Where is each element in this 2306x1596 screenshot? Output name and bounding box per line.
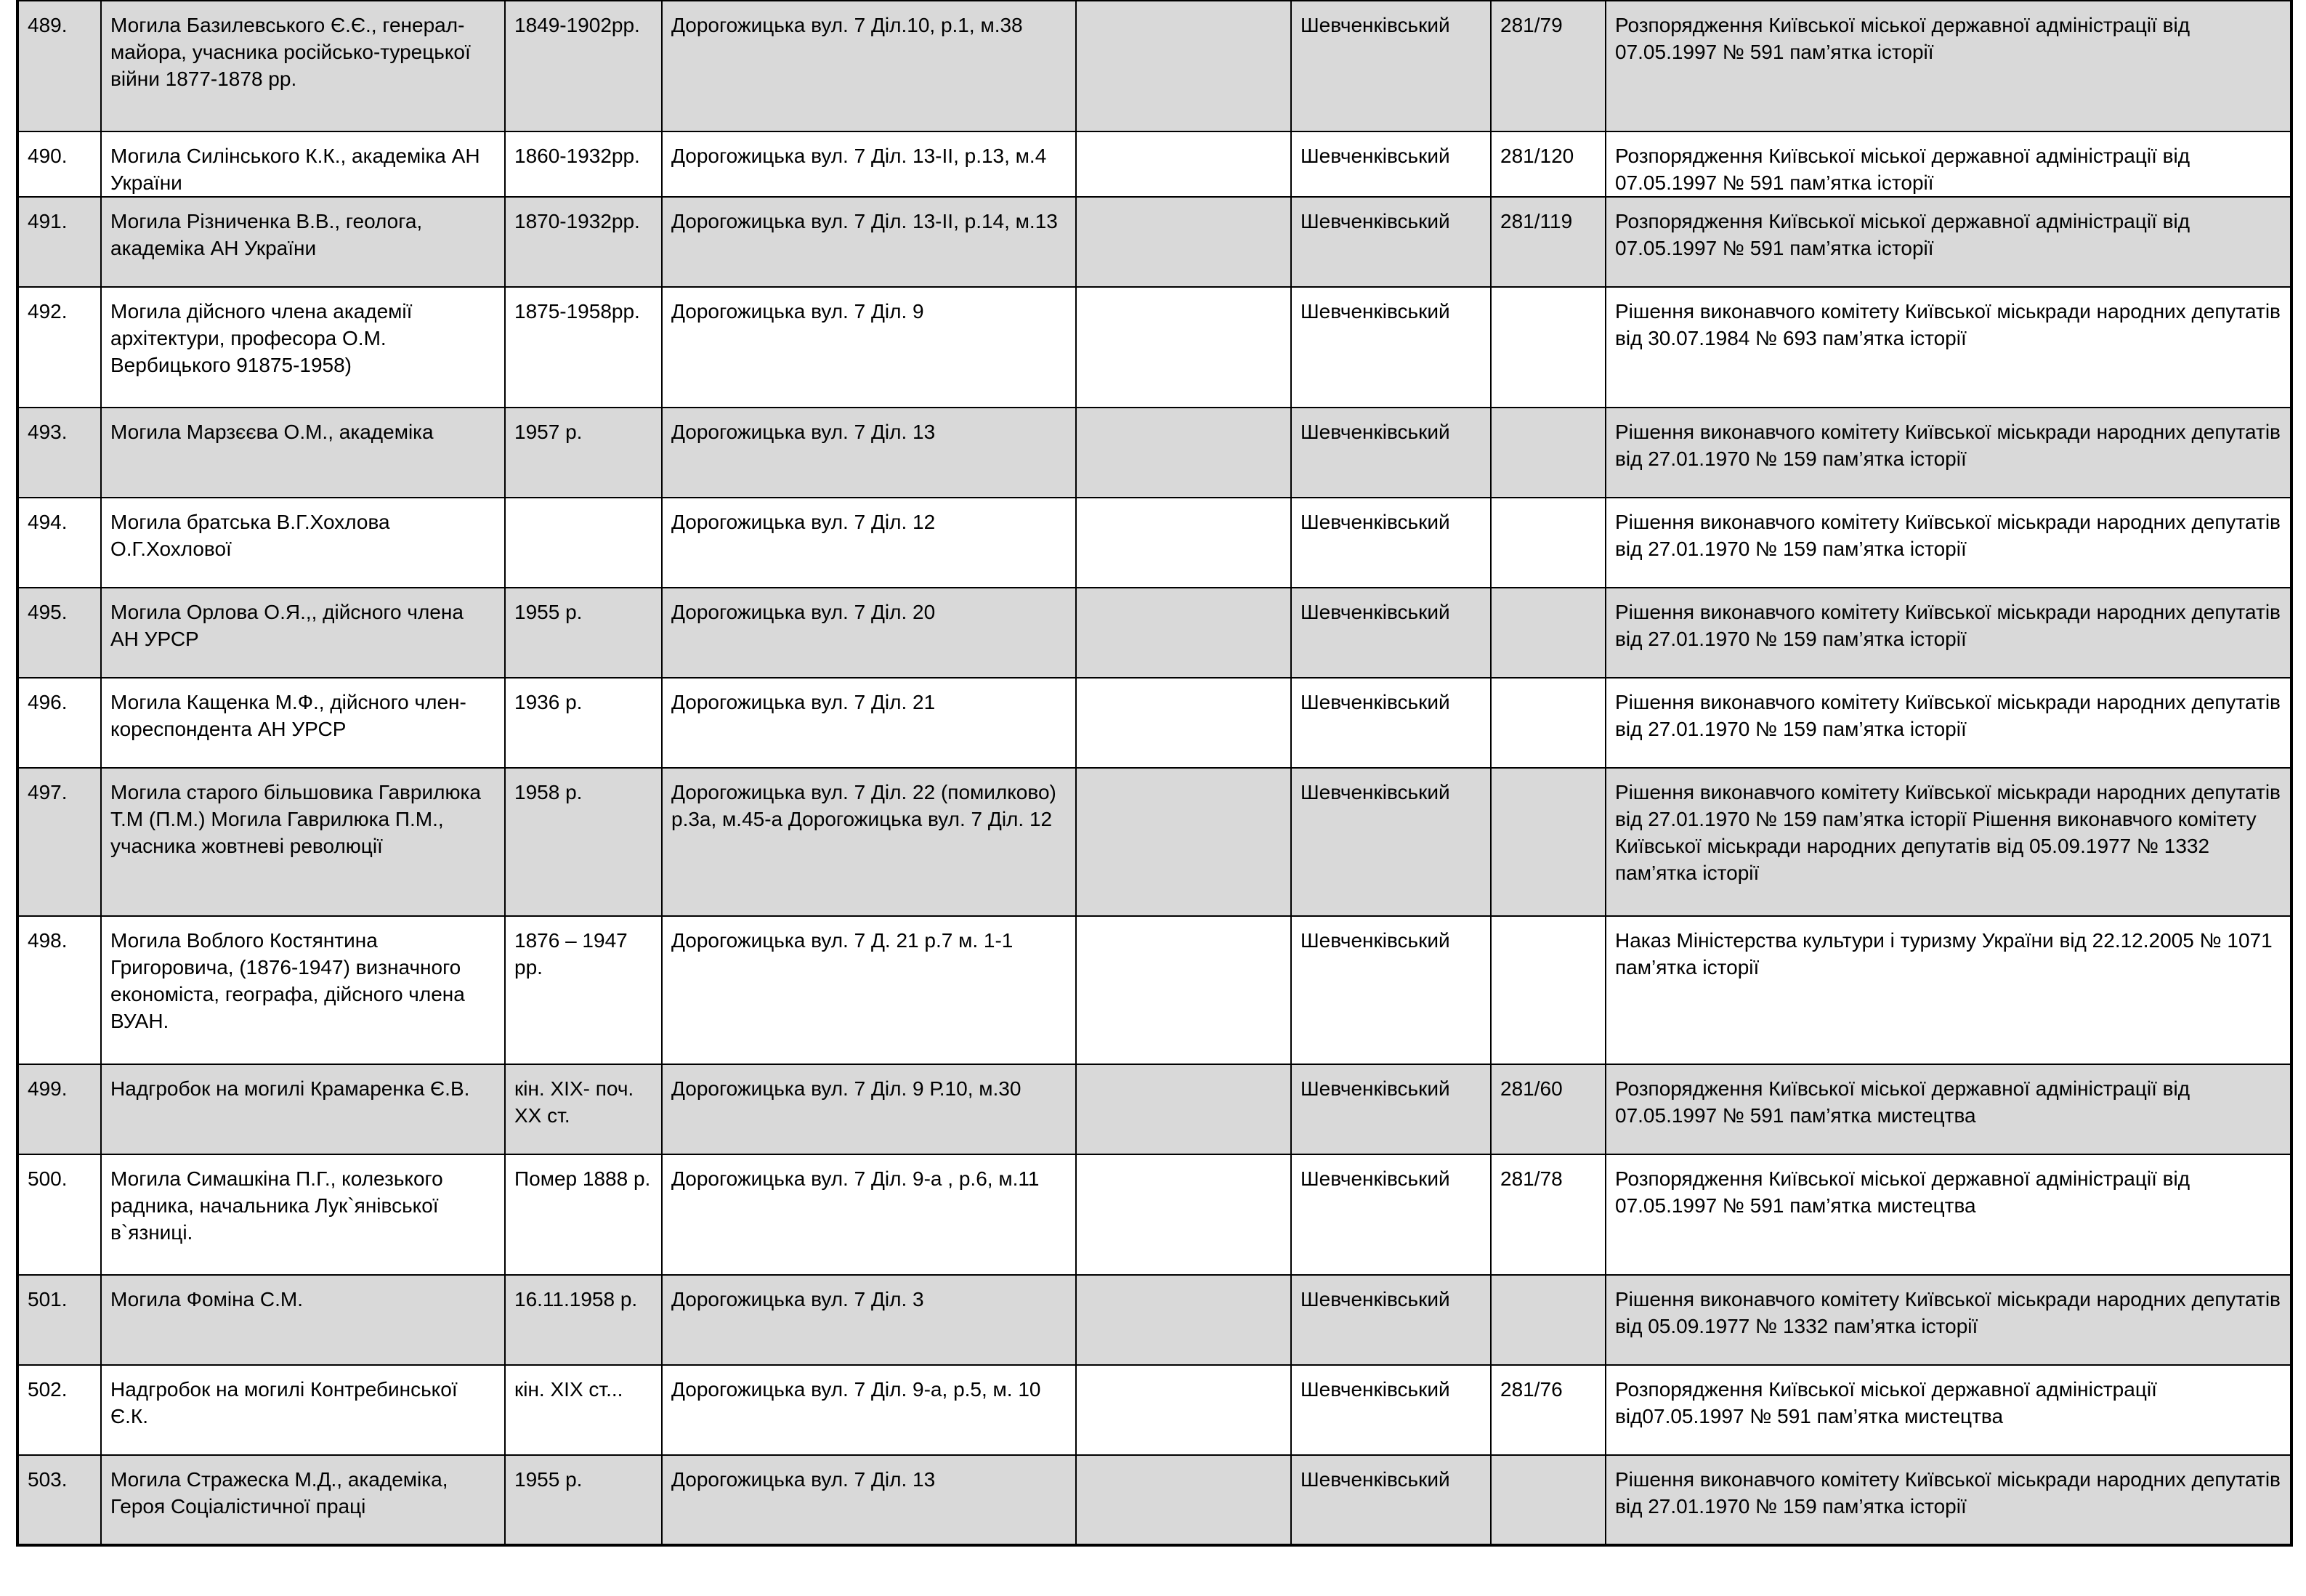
registry-code-cell: 281/119 — [1491, 197, 1606, 287]
monument-date-cell: 1875-1958рр. — [505, 287, 662, 408]
monument-date-cell: 1958 р. — [505, 768, 662, 916]
row-number-cell: 490. — [17, 131, 101, 197]
monument-date-cell — [505, 498, 662, 588]
table-row — [17, 1365, 2291, 1455]
registry-code-cell — [1491, 916, 1606, 1064]
table-row — [17, 1, 2291, 131]
empty-column-cell — [1076, 1064, 1291, 1154]
table-row — [17, 131, 2291, 197]
district-cell: Шевченківський — [1291, 1455, 1491, 1545]
registry-code-cell — [1491, 678, 1606, 768]
legal-document-cell: Рішення виконавчого комітету Київської міськради народних депутатів від 30.07.1984 № 693 пам’ятка історії — [1606, 287, 2291, 408]
row-number-cell: 492. — [17, 287, 101, 408]
monument-address-cell: Дорогожицька вул. 7 Діл. 21 — [662, 678, 1076, 768]
empty-column-cell — [1076, 1275, 1291, 1365]
row-number-cell: 493. — [17, 408, 101, 498]
registry-code-cell — [1491, 768, 1606, 916]
monument-name-cell: Могила Стражеска М.Д., академіка, Героя Соціалістичної праці — [101, 1455, 505, 1545]
legal-document-cell: Розпорядження Київської міської державної адміністрації від 07.05.1997 № 591 пам’ятка історії — [1606, 1, 2291, 131]
registry-code-cell — [1491, 1455, 1606, 1545]
monument-name-cell: Могила Силінського К.К., академіка АН України — [101, 131, 505, 197]
district-cell: Шевченківський — [1291, 1064, 1491, 1154]
monument-address-cell: Дорогожицька вул. 7 Діл. 3 — [662, 1275, 1076, 1365]
empty-column-cell — [1076, 1365, 1291, 1455]
table-row — [17, 408, 2291, 498]
monument-address-cell: Дорогожицька вул. 7 Діл. 13 — [662, 1455, 1076, 1545]
empty-column-cell — [1076, 1455, 1291, 1545]
district-cell: Шевченківський — [1291, 916, 1491, 1064]
monument-name-cell: Могила Симашкіна П.Г., колезького радника, начальника Лук`янівської в`язниці. — [101, 1154, 505, 1275]
table-row — [17, 678, 2291, 768]
monument-address-cell: Дорогожицька вул. 7 Діл. 22 (помилково) р.3а, м.45-а Дорогожицька вул. 7 Діл. 12 — [662, 768, 1076, 916]
monuments-table — [16, 0, 2293, 1547]
monument-address-cell: Дорогожицька вул. 7 Діл. 9-а , р.6, м.11 — [662, 1154, 1076, 1275]
monument-name-cell: Могила Різниченка В.В., геолога, академіка АН України — [101, 197, 505, 287]
registry-code-cell — [1491, 498, 1606, 588]
legal-document-cell: Розпорядження Київської міської державної адміністрації від 07.05.1997 № 591 пам’ятка історії — [1606, 197, 2291, 287]
monument-address-cell: Дорогожицька вул. 7 Діл. 12 — [662, 498, 1076, 588]
monument-date-cell: кін. XIX ст... — [505, 1365, 662, 1455]
registry-code-cell — [1491, 1275, 1606, 1365]
empty-column-cell — [1076, 1154, 1291, 1275]
table-row — [17, 1275, 2291, 1365]
monument-date-cell: 1849-1902рр. — [505, 1, 662, 131]
table-row — [17, 768, 2291, 916]
district-cell: Шевченківський — [1291, 678, 1491, 768]
legal-document-cell: Рішення виконавчого комітету Київської міськради народних депутатів від 27.01.1970 № 159 пам’ятка історії — [1606, 678, 2291, 768]
monument-date-cell: 1936 р. — [505, 678, 662, 768]
monument-name-cell: Могила братська В.Г.Хохлова О.Г.Хохлової — [101, 498, 505, 588]
monument-address-cell: Дорогожицька вул. 7 Діл. 9-а, р.5, м. 10 — [662, 1365, 1076, 1455]
monument-date-cell: 1955 р. — [505, 1455, 662, 1545]
legal-document-cell: Рішення виконавчого комітету Київської міськради народних депутатів від 27.01.1970 № 159 пам’ятка історії Рішення виконавчого комітету Київської міськради народних депутатів від 05.09.1977 № 1332 пам’ятка історії — [1606, 768, 2291, 916]
monument-name-cell: Могила Фоміна С.М. — [101, 1275, 505, 1365]
monument-name-cell: Могила дійсного члена академії архітектури, професора О.М. Вербицького 91875-1958) — [101, 287, 505, 408]
district-cell: Шевченківський — [1291, 588, 1491, 678]
monument-address-cell: Дорогожицька вул. 7 Діл.10, р.1, м.38 — [662, 1, 1076, 131]
monument-address-cell: Дорогожицька вул. 7 Діл. 13 — [662, 408, 1076, 498]
row-number-cell: 496. — [17, 678, 101, 768]
legal-document-cell: Рішення виконавчого комітету Київської міськради народних депутатів від 27.01.1970 № 159 пам’ятка історії — [1606, 588, 2291, 678]
monument-name-cell: Могила Кащенка М.Ф., дійсного член-кореспондента АН УРСР — [101, 678, 505, 768]
monument-address-cell: Дорогожицька вул. 7 Діл. 13-ІІ, р.14, м.13 — [662, 197, 1076, 287]
registry-code-cell: 281/79 — [1491, 1, 1606, 131]
legal-document-cell: Розпорядження Київської міської державної адміністрації від 07.05.1997 № 591 пам’ятка мистецтва — [1606, 1064, 2291, 1154]
district-cell: Шевченківський — [1291, 1, 1491, 131]
row-number-cell: 491. — [17, 197, 101, 287]
monument-date-cell: 1870-1932рр. — [505, 197, 662, 287]
district-cell: Шевченківський — [1291, 1154, 1491, 1275]
monument-date-cell: кін. XIX- поч. XX ст. — [505, 1064, 662, 1154]
monument-address-cell: Дорогожицька вул. 7 Діл. 9 — [662, 287, 1076, 408]
legal-document-cell: Наказ Міністерства культури і туризму України від 22.12.2005 № 1071 пам’ятка історії — [1606, 916, 2291, 1064]
row-number-cell: 494. — [17, 498, 101, 588]
monument-date-cell: 16.11.1958 р. — [505, 1275, 662, 1365]
empty-column-cell — [1076, 287, 1291, 408]
monument-name-cell: Могила Воблого Костянтина Григоровича, (1876-1947) визначного економіста, географа, дійсного члена ВУАН. — [101, 916, 505, 1064]
monument-name-cell: Надгробок на могилі Крамаренка Є.В. — [101, 1064, 505, 1154]
row-number-cell: 500. — [17, 1154, 101, 1275]
monument-date-cell: 1860-1932рр. — [505, 131, 662, 197]
district-cell: Шевченківський — [1291, 408, 1491, 498]
monument-name-cell: Могила Базилевського Є.Є., генерал-майора, учасника російсько-турецької війни 1877-1878 рр. — [101, 1, 505, 131]
legal-document-cell: Рішення виконавчого комітету Київської міськради народних депутатів від 27.01.1970 № 159 пам’ятка історії — [1606, 408, 2291, 498]
legal-document-cell: Рішення виконавчого комітету Київської міськради народних депутатів від 05.09.1977 № 1332 пам’ятка історії — [1606, 1275, 2291, 1365]
monument-address-cell: Дорогожицька вул. 7 Діл. 9 Р.10, м.30 — [662, 1064, 1076, 1154]
monument-name-cell: Могила старого більшовика Гаврилюка Т.М (П.М.) Могила Гаврилюка П.М., учасника жовтневі революції — [101, 768, 505, 916]
registry-code-cell: 281/76 — [1491, 1365, 1606, 1455]
district-cell: Шевченківський — [1291, 498, 1491, 588]
empty-column-cell — [1076, 1, 1291, 131]
monument-date-cell: 1957 р. — [505, 408, 662, 498]
legal-document-cell: Рішення виконавчого комітету Київської міськради народних депутатів від 27.01.1970 № 159 пам’ятка історії — [1606, 1455, 2291, 1545]
district-cell: Шевченківський — [1291, 131, 1491, 197]
empty-column-cell — [1076, 768, 1291, 916]
table-row — [17, 1064, 2291, 1154]
row-number-cell: 499. — [17, 1064, 101, 1154]
monument-address-cell: Дорогожицька вул. 7 Д. 21 р.7 м. 1-1 — [662, 916, 1076, 1064]
empty-column-cell — [1076, 197, 1291, 287]
row-number-cell: 495. — [17, 588, 101, 678]
monument-address-cell: Дорогожицька вул. 7 Діл. 13-ІІ, р.13, м.4 — [662, 131, 1076, 197]
registry-code-cell: 281/120 — [1491, 131, 1606, 197]
district-cell: Шевченківський — [1291, 197, 1491, 287]
table-row — [17, 287, 2291, 408]
legal-document-cell: Розпорядження Київської міської державної адміністрації від 07.05.1997 № 591 пам’ятка історії — [1606, 131, 2291, 197]
district-cell: Шевченківський — [1291, 768, 1491, 916]
table-row — [17, 197, 2291, 287]
registry-code-cell: 281/78 — [1491, 1154, 1606, 1275]
monument-address-cell: Дорогожицька вул. 7 Діл. 20 — [662, 588, 1076, 678]
registry-code-cell — [1491, 408, 1606, 498]
empty-column-cell — [1076, 588, 1291, 678]
monument-date-cell: 1876 – 1947 рр. — [505, 916, 662, 1064]
monument-date-cell: 1955 р. — [505, 588, 662, 678]
empty-column-cell — [1076, 916, 1291, 1064]
empty-column-cell — [1076, 498, 1291, 588]
empty-column-cell — [1076, 131, 1291, 197]
district-cell: Шевченківський — [1291, 1365, 1491, 1455]
monument-name-cell: Могила Марзєєва О.М., академіка — [101, 408, 505, 498]
monument-date-cell: Помер 1888 р. — [505, 1154, 662, 1275]
registry-code-cell: 281/60 — [1491, 1064, 1606, 1154]
empty-column-cell — [1076, 408, 1291, 498]
row-number-cell: 503. — [17, 1455, 101, 1545]
district-cell: Шевченківський — [1291, 1275, 1491, 1365]
row-number-cell: 498. — [17, 916, 101, 1064]
table-body — [17, 1, 2291, 1545]
table-row — [17, 1455, 2291, 1545]
legal-document-cell: Розпорядження Київської міської державної адміністрації від 07.05.1997 № 591 пам’ятка мистецтва — [1606, 1154, 2291, 1275]
legal-document-cell: Рішення виконавчого комітету Київської міськради народних депутатів від 27.01.1970 № 159 пам’ятка історії — [1606, 498, 2291, 588]
district-cell: Шевченківський — [1291, 287, 1491, 408]
monument-name-cell: Надгробок на могилі Контребинської Є.К. — [101, 1365, 505, 1455]
table-row — [17, 916, 2291, 1064]
row-number-cell: 501. — [17, 1275, 101, 1365]
table-row — [17, 1154, 2291, 1275]
registry-code-cell — [1491, 588, 1606, 678]
monument-name-cell: Могила Орлова О.Я.,, дійсного члена АН УРСР — [101, 588, 505, 678]
empty-column-cell — [1076, 678, 1291, 768]
row-number-cell: 497. — [17, 768, 101, 916]
table-row — [17, 588, 2291, 678]
table-row — [17, 498, 2291, 588]
row-number-cell: 489. — [17, 1, 101, 131]
registry-code-cell — [1491, 287, 1606, 408]
row-number-cell: 502. — [17, 1365, 101, 1455]
legal-document-cell: Розпорядження Київської міської державної адміністрації від07.05.1997 № 591 пам’ятка мистецтва — [1606, 1365, 2291, 1455]
